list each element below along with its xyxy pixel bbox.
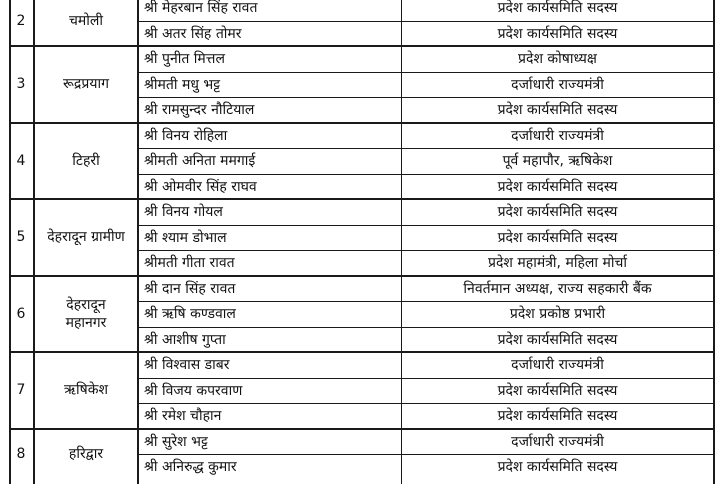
member-name: श्री मेहरबान सिंह रावत: [144, 0, 258, 16]
member-name: श्री विजय कपरवाण: [144, 382, 243, 399]
district-name: रूद्रप्रयाग: [63, 76, 109, 93]
member-name: श्री रमेश चौहान: [144, 408, 222, 424]
group-number: 5: [16, 229, 26, 246]
member-name: श्री अनिरुद्ध कुमार: [144, 459, 237, 475]
member-role: दर्जाधारी राज्यमंत्री: [511, 433, 604, 450]
member-role: प्रदेश महामंत्री, महिला मोर्चा: [488, 255, 627, 271]
group-number: 6: [16, 305, 26, 322]
member-role: प्रदेश कार्यसमिति सदस्य: [497, 331, 618, 348]
member-role: प्रदेश कार्यसमिति सदस्य: [497, 0, 618, 16]
district-name: देहरादून ग्रामीण: [47, 229, 125, 246]
member-role: प्रदेश कोषाध्यक्ष: [518, 51, 597, 67]
district-name: टिहरी: [72, 152, 100, 169]
row-rule: [138, 403, 714, 404]
member-name: श्री विनय गोयल: [144, 204, 223, 220]
group-rule: [9, 428, 715, 430]
member-name: श्री अतर सिंह तोमर: [144, 25, 242, 42]
group-number: 2: [16, 12, 26, 29]
group-rule: [9, 275, 715, 277]
row-rule: [138, 97, 714, 98]
row-rule: [138, 72, 714, 73]
member-role: प्रदेश कार्यसमिति सदस्य: [497, 102, 618, 118]
member-role: प्रदेश कार्यसमिति सदस्य: [497, 25, 618, 42]
member-name: श्रीमती गीता रावत: [144, 255, 235, 271]
row-rule: [138, 301, 714, 302]
group-rule: [9, 351, 715, 353]
member-name: श्री सुरेश भट्ट: [144, 433, 208, 450]
group-number: 8: [16, 446, 26, 462]
member-name: श्री रामसुन्दर नौटियाल: [144, 102, 255, 118]
member-name: श्री ओमवीर सिंह राघव: [144, 178, 257, 195]
member-role: प्रदेश प्रकोष्ठ प्रभारी: [509, 306, 606, 322]
district-name: ऋषिकेश: [64, 382, 108, 399]
group-rule: [9, 122, 715, 124]
district-name: महानगर: [65, 314, 107, 331]
member-name: श्री दान सिंह रावत: [144, 280, 236, 297]
row-rule: [138, 148, 714, 149]
member-name: श्री विश्वास डाबर: [144, 357, 230, 373]
row-rule: [138, 225, 714, 226]
member-name: श्री विनय रोहिला: [144, 127, 228, 144]
member-role: पूर्व महापौर, ऋषिकेश: [502, 153, 613, 169]
row-rule: [138, 21, 714, 22]
group-rule: [9, 198, 715, 200]
member-role: प्रदेश कार्यसमिति सदस्य: [497, 459, 618, 475]
member-name: श्रीमती अनिता ममगाई: [144, 153, 256, 169]
row-rule: [138, 250, 714, 251]
member-name: श्री ऋषि कण्डवाल: [144, 306, 236, 322]
member-role: प्रदेश कार्यसमिति सदस्य: [497, 408, 618, 424]
member-name: श्री पुनीत मित्तल: [144, 51, 225, 67]
district-name: देहरादून: [66, 296, 106, 313]
group-number: 4: [16, 152, 26, 169]
member-role: प्रदेश कार्यसमिति सदस्य: [497, 229, 618, 246]
row-rule: [138, 327, 714, 328]
member-role: दर्जाधारी राज्यमंत्री: [511, 127, 604, 144]
row-rule: [138, 174, 714, 175]
group-number: 3: [16, 76, 26, 93]
member-name: श्रीमती मधु भट्ट: [144, 76, 221, 93]
group-rule: [9, 45, 715, 47]
member-role: प्रदेश कार्यसमिति सदस्य: [497, 382, 618, 399]
member-role: दर्जाधारी राज्यमंत्री: [511, 76, 604, 93]
member-role: दर्जाधारी राज्यमंत्री: [511, 357, 604, 373]
member-role: निवर्तमान अध्यक्ष, राज्य सहकारी बैंक: [463, 280, 652, 297]
row-rule: [138, 454, 714, 455]
district-name: चमोली: [68, 12, 103, 29]
district-name: हरिद्वार: [68, 446, 104, 462]
group-number: 7: [16, 382, 26, 399]
member-role: प्रदेश कार्यसमिति सदस्य: [497, 178, 618, 195]
row-rule: [138, 378, 714, 379]
member-name: श्री श्याम डोभाल: [144, 229, 227, 246]
member-role: प्रदेश कार्यसमिति सदस्य: [497, 204, 618, 220]
member-name: श्री आशीष गुप्ता: [144, 331, 226, 348]
